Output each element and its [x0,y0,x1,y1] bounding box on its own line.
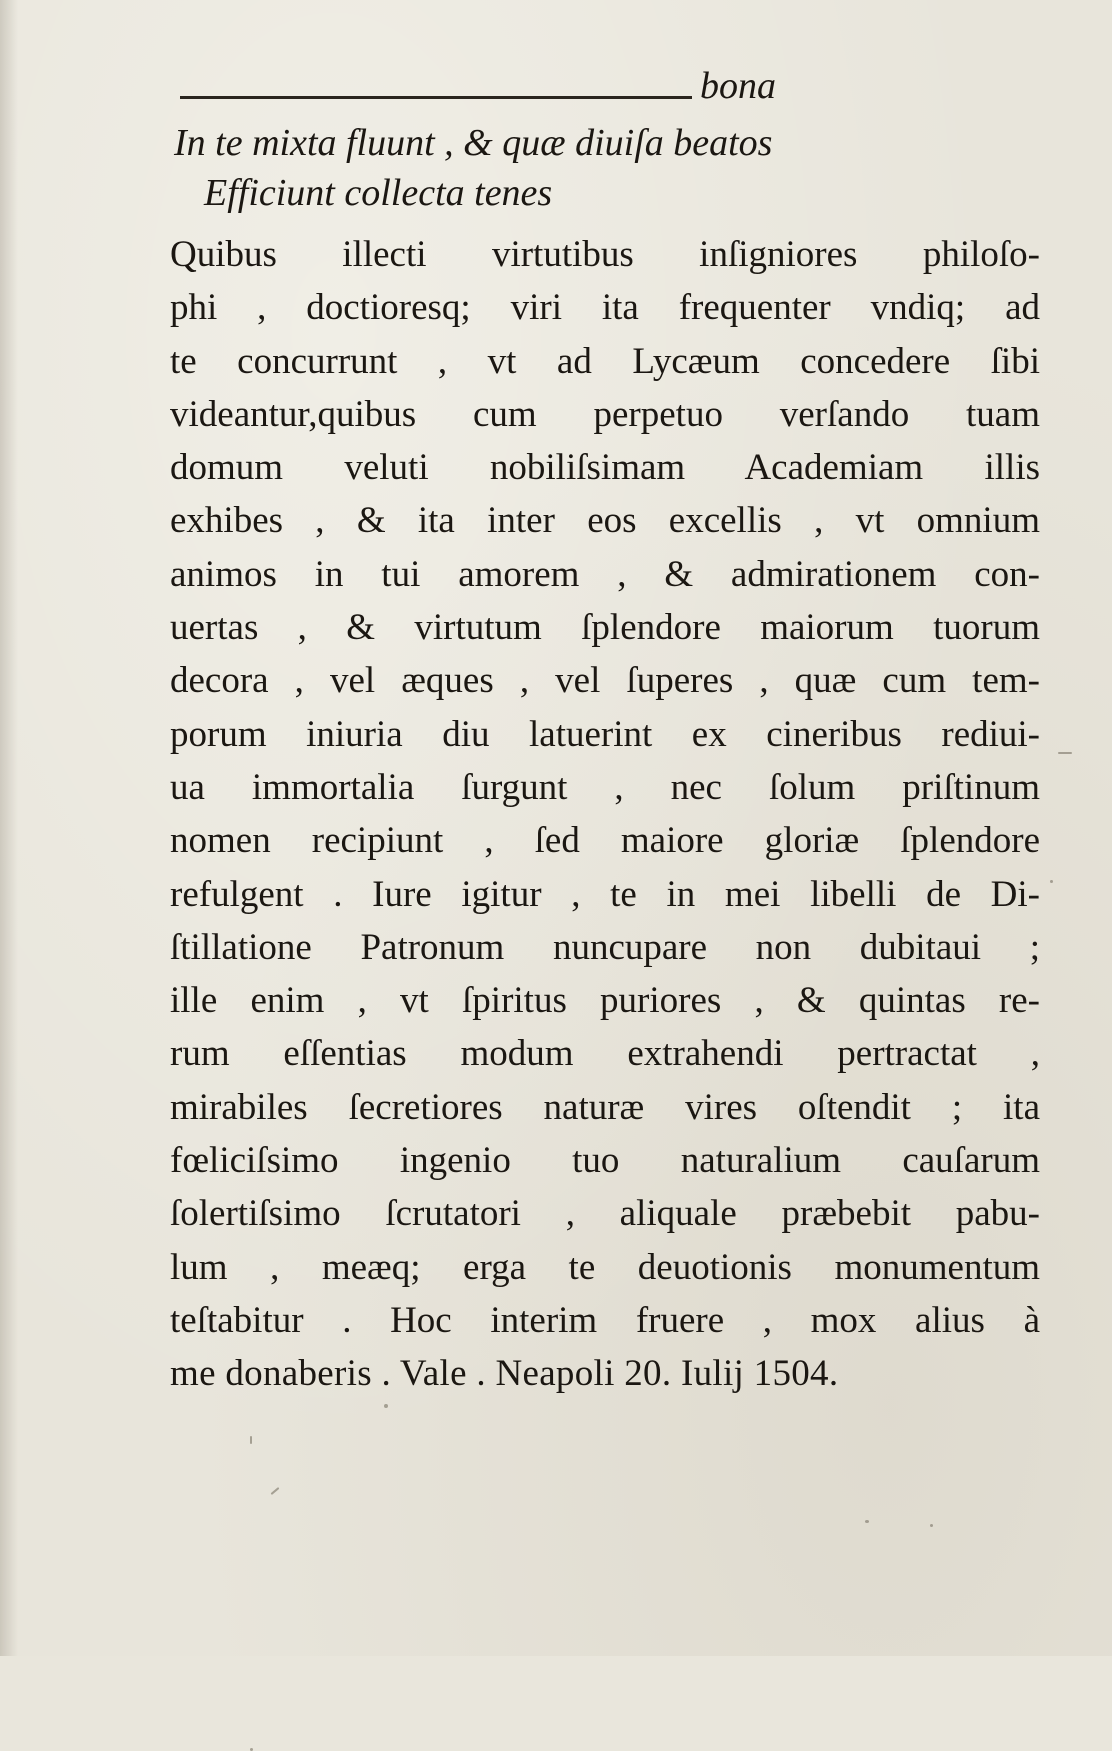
text-line: animos in tui amorem , & admirationem con- [170,553,1040,595]
text-line: ille enim , vt ſpiritus puriores , & quintas re- [170,980,1040,1022]
paper-speck [384,1404,388,1408]
paper-speck [865,1520,869,1523]
text-line: exhibes , & ita inter eos excellis , vt omnium [170,500,1040,542]
text-line: domum veluti nobiliſsimam Academiam illis [170,447,1040,489]
text-line: nomen recipiunt , ſed maiore gloriæ ſplendore [170,820,1040,862]
text-line-final: me donaberis . Vale . Neapoli 20. Iulij 1504. [170,1353,839,1395]
text-line: decora , vel æques , vel ſuperes , quæ cum tem- [170,660,1040,702]
text-line: teſtabitur . Hoc interim fruere , mox alius à [170,1299,1040,1341]
text-line: videantur,quibus cum perpetuo verſando tuam [170,393,1040,435]
text-line: porum iniuria diu latuerint ex cineribus rediui- [170,713,1040,755]
text-line: refulgent . Iure igitur , te in mei libelli de Di- [170,873,1040,915]
text-line: phi , doctioresq; viri ita frequenter vndiq; ad [170,287,1040,329]
text-line: ſolertiſsimo ſcrutatori , aliquale præbebit pabu- [170,1193,1040,1235]
text-line: ſtillatione Patronum nuncupare non dubitaui ; [170,926,1040,968]
text-line: fœliciſsimo ingenio tuo naturalium cauſarum [170,1140,1040,1182]
page-edge-shadow [0,0,18,1656]
catchword: bona [700,65,776,107]
paper-speck [250,1436,252,1444]
text-line: Quibus illecti virtutibus inſigniores philoſo- [170,234,1040,275]
paper-speck [1058,752,1072,754]
text-line: mirabiles ſecretiores naturæ vires oſtendit ; ita [170,1086,1040,1128]
paper-speck [271,1487,280,1495]
text-line: uertas , & virtutum ſplendore maiorum tuorum [170,607,1040,649]
catchline-rule [180,96,692,99]
paper-speck [1050,880,1053,883]
verse-line-2: Efficiunt collecta tenes [204,172,553,214]
text-line: lum , meæq; erga te deuotionis monumentum [170,1246,1040,1288]
text-line: ua immortalia ſurgunt , nec ſolum priſtinum [170,766,1040,808]
dedication-text [170,228,1040,1401]
text-line: rum eſſentias modum extrahendi pertractat , [170,1033,1040,1075]
catchline [180,66,780,106]
text-line: te concurrunt , vt ad Lycæum concedere ſibi [170,340,1040,382]
paper-speck [930,1524,933,1527]
verse-line-1: In te mixta fluunt , & quæ diuiſa beatos [174,122,773,164]
